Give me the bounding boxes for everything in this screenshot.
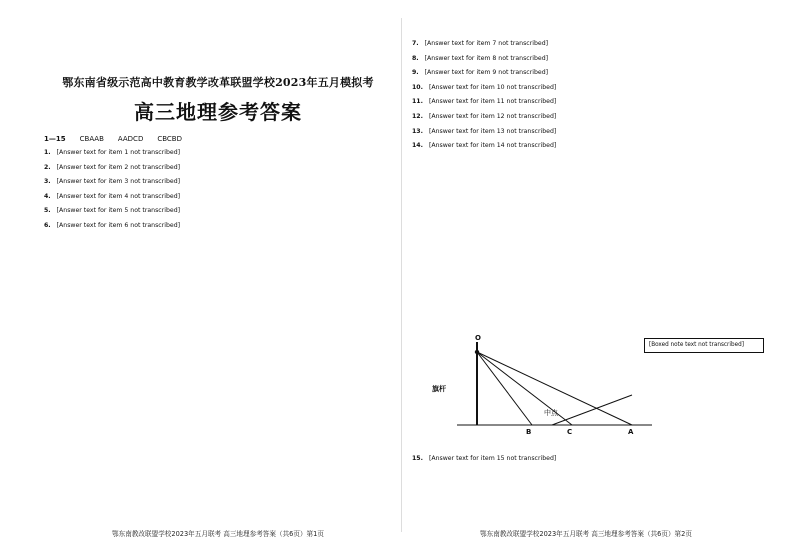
paragraph-text: [Answer text for item 3 not transcribed]	[56, 178, 181, 186]
paragraph-number: 3.	[44, 178, 51, 186]
answer-range: 1—15	[44, 135, 66, 143]
figure-note-box	[644, 338, 764, 353]
paragraph-number: 15.	[412, 455, 423, 462]
page-footer: 鄂东南教改联盟学校2023年五月联考 高三地理参考答案（共6页）第1页	[112, 530, 324, 538]
label-a: A	[628, 428, 634, 436]
label-c: C	[567, 428, 573, 436]
paragraph-text: [Answer text for item 10 not transcribed]	[428, 83, 557, 91]
paragraph-number: 5.	[44, 207, 51, 215]
answer-paragraph	[412, 84, 760, 93]
answer-group-1: CBAAB	[79, 135, 104, 143]
paragraph-number: 14.	[412, 142, 423, 150]
answer-paragraph	[412, 98, 760, 107]
paragraph-number: 4.	[44, 192, 51, 200]
shadow-geometry-figure	[412, 330, 760, 450]
answer-paragraph	[412, 128, 760, 137]
answer-key-line	[44, 135, 392, 143]
paragraph-text: [Answer text for item 13 not transcribed]	[428, 127, 557, 135]
answer-paragraph	[412, 40, 760, 49]
answer-paragraph	[412, 113, 760, 122]
paragraph-text: [Answer text for item 11 not transcribed]	[428, 98, 557, 106]
answer-paragraph	[44, 193, 392, 202]
paragraph-number: 1.	[44, 149, 51, 156]
paragraph-number: 7.	[412, 40, 419, 47]
answer-paragraph	[44, 164, 392, 173]
answer-group-3: CBCBD	[157, 135, 182, 143]
paragraph-number: 8.	[412, 54, 419, 62]
page-title: 鄂东南省级示范高中教育教学改革联盟学校2023年五月模拟考	[62, 76, 374, 89]
answer-group-2: AADCD	[117, 135, 144, 143]
paragraph-number: 9.	[412, 69, 419, 77]
answer-paragraph	[44, 149, 392, 158]
column-divider	[401, 18, 402, 532]
label-midpoint: 中点	[544, 409, 558, 417]
right-column	[412, 0, 760, 550]
paragraph-text: [Answer text for item 15 not transcribed]	[428, 455, 557, 462]
answer-paragraph	[412, 142, 760, 151]
page-footer: 鄂东南教改联盟学校2023年五月联考 高三地理参考答案（共6页）第2页	[480, 530, 692, 538]
paragraph-number: 10.	[412, 83, 423, 91]
paragraph-text: [Answer text for item 8 not transcribed]	[424, 54, 549, 62]
label-flagpole: 旗杆	[432, 385, 446, 393]
paragraph-text: [Answer text for item 12 not transcribed]	[428, 112, 557, 120]
answer-paragraph	[412, 55, 760, 64]
answer-paragraph	[412, 69, 760, 78]
left-header	[44, 74, 392, 125]
paragraph-number: 6.	[44, 221, 51, 229]
paragraph-number: 2.	[44, 163, 51, 171]
answer-paragraph	[412, 455, 760, 464]
figure-note-text: [Boxed note text not transcribed]	[649, 342, 744, 348]
paragraph-number: 11.	[412, 98, 423, 106]
paragraph-text: [Answer text for item 4 not transcribed]	[56, 192, 181, 200]
paragraph-number: 13.	[412, 127, 423, 135]
label-o: O	[475, 334, 481, 342]
paragraph-number: 12.	[412, 112, 423, 120]
paragraph-text: [Answer text for item 6 not transcribed]	[56, 221, 181, 229]
paragraph-text: [Answer text for item 1 not transcribed]	[56, 149, 181, 156]
paragraph-text: [Answer text for item 9 not transcribed]	[424, 69, 549, 77]
paragraph-text: [Answer text for item 7 not transcribed]	[424, 40, 549, 47]
page-subtitle: 高三地理参考答案	[134, 100, 302, 124]
answer-paragraph	[44, 222, 392, 231]
answer-paragraph	[44, 207, 392, 216]
paragraph-text: [Answer text for item 14 not transcribed]	[428, 142, 557, 150]
paragraph-text: [Answer text for item 2 not transcribed]	[56, 163, 181, 171]
answer-paragraph	[44, 178, 392, 187]
midpoint-line	[552, 395, 632, 425]
left-column	[44, 0, 392, 550]
paragraph-text: [Answer text for item 5 not transcribed]	[56, 207, 181, 215]
label-b: B	[526, 428, 532, 436]
